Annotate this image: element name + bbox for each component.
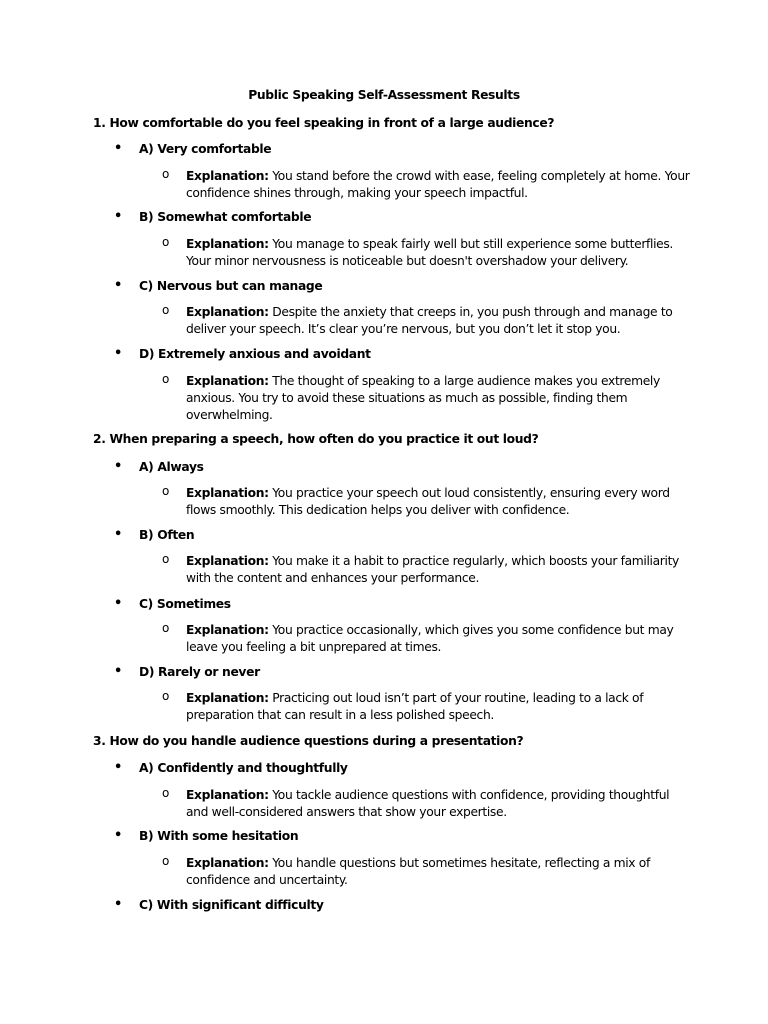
bullet-icon: • [114,897,122,912]
option-label: A) Very comfortable [139,142,272,156]
bullet-icon: • [114,828,122,843]
explanation-text: You make it a habit to practice regularly, which boosts your familiarity with the content and enhances your performance. [186,554,679,585]
option-label: B) Often [139,528,195,542]
circle-bullet-icon: o [162,854,169,868]
explanation-text: Despite the anxiety that creeps in, you push through and manage to deliver your speech. It’s clear you’re nervous, but you don’t let it stop you. [186,305,673,336]
option-label: A) Always [139,460,204,474]
explanation-label: Explanation: [186,691,269,705]
explanation-label: Explanation: [186,486,269,500]
explanation-text: Practicing out loud isn’t part of your routine, leading to a lack of preparation that can result in a less polished speech. [186,691,644,722]
circle-bullet-icon: o [162,235,169,249]
circle-bullet-icon: o [162,786,169,800]
explanation-label: Explanation: [186,554,269,568]
explanation-label: Explanation: [186,623,269,637]
circle-bullet-icon: o [162,552,169,566]
document-title: Public Speaking Self-Assessment Results [248,88,520,102]
explanation-label: Explanation: [186,169,269,183]
bullet-icon: • [114,596,122,611]
bullet-icon: • [114,527,122,542]
explanation-text: You stand before the crowd with ease, feeling completely at home. Your confidence shines through, making your speech impactful. [186,169,690,200]
option-label: B) With some hesitation [139,829,299,843]
explanation-label: Explanation: [186,788,269,802]
option-label: C) Nervous but can manage [139,279,323,293]
option-label: B) Somewhat comfortable [139,210,312,224]
option-label: A) Confidently and thoughtfully [139,761,348,775]
option-label: D) Rarely or never [139,665,260,679]
circle-bullet-icon: o [162,303,169,317]
option-label: D) Extremely anxious and avoidant [139,347,371,361]
explanation-label: Explanation: [186,374,269,388]
explanation-text: You handle questions but sometimes hesitate, reflecting a mix of confidence and uncertainty. [186,856,650,887]
explanation-label: Explanation: [186,237,269,251]
bullet-icon: • [114,664,122,679]
explanation-text: You manage to speak fairly well but still experience some butterflies. Your minor nervousness is noticeable but doesn't overshadow your delivery. [186,237,673,268]
question-1: 1. How comfortable do you feel speaking in front of a large audience? [93,116,555,130]
explanation-text: You practice your speech out loud consistently, ensuring every word flows smoothly. This dedication helps you deliver with confidence. [186,486,670,517]
bullet-icon: • [114,459,122,474]
circle-bullet-icon: o [162,484,169,498]
question-3: 3. How do you handle audience questions during a presentation? [93,734,524,748]
bullet-icon: • [114,278,122,293]
explanation-label: Explanation: [186,305,269,319]
bullet-icon: • [114,760,122,775]
option-label: C) With significant difficulty [139,898,324,912]
explanation-text: The thought of speaking to a large audience makes you extremely anxious. You try to avoid these situations as much as possible, finding them overwhelming. [186,374,660,422]
circle-bullet-icon: o [162,689,169,703]
bullet-icon: • [114,141,122,156]
explanation-text: You practice occasionally, which gives you some confidence but may leave you feeling a bit unprepared at times. [186,623,674,654]
circle-bullet-icon: o [162,167,169,181]
bullet-icon: • [114,209,122,224]
question-2: 2. When preparing a speech, how often do you practice it out loud? [93,432,539,446]
circle-bullet-icon: o [162,621,169,635]
explanation-text: You tackle audience questions with confidence, providing thoughtful and well-considered answers that show your expertise. [186,788,670,819]
bullet-icon: • [114,346,122,361]
option-label: C) Sometimes [139,597,231,611]
explanation-label: Explanation: [186,856,269,870]
circle-bullet-icon: o [162,372,169,386]
